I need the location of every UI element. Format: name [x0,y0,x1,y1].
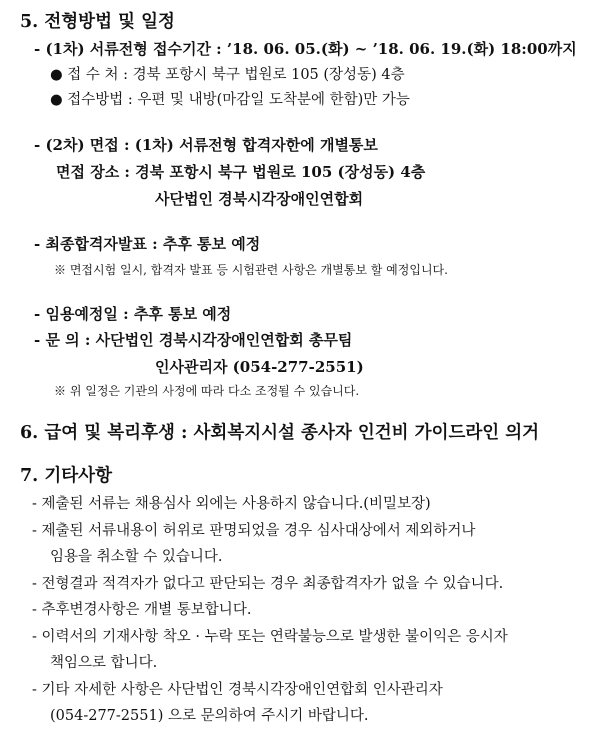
contact-line: - 문 의 : 사단법인 경북시각장애인연합회 총무팀 [34,331,353,349]
list-item-continuation: 임용을 취소할 수 있습니다. [50,549,223,565]
list-item: - 제출된 서류는 채용심사 외에는 사용하지 않습니다.(비밀보장) [32,496,431,512]
interview-location: 면접 장소 : 경북 포항시 북구 법원로 105 (장성동) 4층 [56,163,426,181]
interview-notice: - (2차) 면접 : (1차) 서류전형 합격자한에 개별통보 [34,136,378,154]
contact-manager: 인사관리자 (054-277-2551) [155,358,364,376]
list-item-continuation: 책임으로 합니다. [50,655,158,671]
list-item: - 기타 자세한 사항은 사단법인 경북시각장애인연합회 인사관리자 [32,682,443,698]
section-7-title: 7. 기타사항 [20,466,112,486]
doc-screening-period: - (1차) 서류전형 접수기간 : ’18. 06. 05.(화) ~ ’18. 06. 19.(화) 18:00까지 [34,40,577,58]
interview-organization: 사단법인 경북시각장애인연합회 [155,190,364,208]
list-item: - 추후변경사항은 개별 통보합니다. [32,602,252,618]
appointment-date: - 임용예정일 : 추후 통보 예정 [34,305,232,323]
list-item-continuation: (054-277-2551) 으로 문의하여 주시기 바랍니다. [50,708,369,724]
section-6-title: 6. 급여 및 복리후생 : 사회복지시설 종사자 인건비 가이드라인 의거 [20,423,540,443]
list-item: - 전형결과 적격자가 없다고 판단되는 경우 최종합격자가 없을 수 있습니다. [32,576,504,592]
schedule-note: ※ 위 일정은 기관의 사정에 따라 다소 조정될 수 있습니다. [54,384,360,398]
final-announcement-note: ※ 면접시험 일시, 합격자 발표 등 시험관련 사항은 개별통보 할 예정입니다. [54,263,448,277]
list-item: - 이력서의 기재사항 착오 · 누락 또는 연락불능으로 발생한 불이익은 응시자 [32,629,508,645]
submission-method: ● 접수방법 : 우편 및 내방(마감일 도착분에 한함)만 가능 [50,92,410,108]
section-5-title: 5. 전형방법 및 일정 [20,12,175,32]
final-announcement: - 최종합격자발표 : 추후 통보 예정 [34,235,261,253]
list-item: - 제출된 서류내용이 허위로 판명되었을 경우 심사대상에서 제외하거나 [32,523,476,539]
submission-place: ● 접 수 처 : 경북 포항시 북구 법원로 105 (장성동) 4층 [50,67,405,83]
